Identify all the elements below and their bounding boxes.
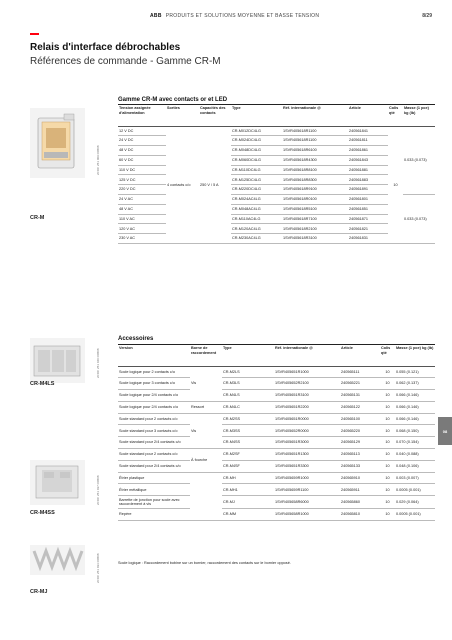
- ref-cell: 1SVR405618R8300: [282, 175, 348, 185]
- ref-cell: 1SVR405618R9100: [282, 185, 348, 195]
- article-cell: 240565122: [340, 401, 380, 413]
- article-cell: 240561821: [348, 224, 388, 234]
- section2-title: Accessoires: [118, 336, 154, 342]
- ref-cell: 1SVR405651R3000: [274, 437, 340, 449]
- ref-cell: 1SVR405618R5100: [282, 204, 348, 214]
- voltage-cell: 48 V AC: [118, 204, 166, 214]
- relay-icon: [30, 108, 85, 178]
- type-cell: CR-M3SS: [222, 425, 274, 437]
- ref-cell: 1SVR405659R1000: [274, 472, 340, 484]
- type-cell: CR-M3LS: [222, 378, 274, 390]
- col-outputs: Sorties: [166, 105, 199, 126]
- version-cell: Socle logique pour 2/4 contacts c/o: [118, 390, 190, 402]
- type-cell: CR-M4SF: [222, 460, 274, 472]
- standard-socket-image: [30, 460, 85, 505]
- page-number: 8/29: [422, 13, 432, 19]
- mass-cell: 0.066 (0.146): [395, 390, 435, 402]
- type-cell: CR-M012DC4LG: [231, 126, 282, 136]
- col-ref: Réf. internationale @: [274, 345, 340, 366]
- qty-cell: 10: [380, 484, 395, 496]
- terminal-cell: Vis: [190, 366, 222, 401]
- article-cell: 240561831: [348, 234, 388, 244]
- qty-cell: 10: [380, 425, 395, 437]
- article-cell: 240565129: [340, 437, 380, 449]
- table-row: [118, 185, 435, 195]
- article-cell: 240561841: [348, 126, 388, 136]
- page-title: Relais d'interface débrochables: [30, 42, 181, 53]
- version-cell: Barrette de jonction pour socle avec raccordement à vis: [118, 496, 190, 509]
- voltage-cell: 24 V DC: [118, 136, 166, 146]
- article-cell: 240565221: [340, 378, 380, 390]
- mass-cell: 0.048 (0.106): [395, 460, 435, 472]
- brand-name: ABB: [150, 13, 162, 19]
- version-cell: Étrier métallique: [118, 484, 190, 496]
- type-cell: CR-M4LS: [222, 390, 274, 402]
- ref-cell: 1SVR405618R2100: [282, 224, 348, 234]
- mass-cell: 0.0005 (0.001): [395, 484, 435, 496]
- ref-cell: 1SVR405651R3300: [274, 460, 340, 472]
- ref-cell: 1SVR405652R0000: [274, 425, 340, 437]
- product-label-crmj: CR-MJ: [30, 589, 48, 595]
- page-header: [0, 12, 452, 22]
- product-label-crm4ss: CR-M4SS: [30, 510, 55, 516]
- table-row: [118, 224, 435, 234]
- ref-cell: 1SVR405618R6100: [282, 146, 348, 156]
- table-row: [118, 204, 435, 214]
- type-cell: CR-MH1: [222, 484, 274, 496]
- section1-title: Gamme CR-M avec contacts or et LED: [118, 97, 228, 103]
- mass-cell: 0.0005 (0.001): [395, 509, 435, 521]
- type-cell: CR-M4SS: [222, 437, 274, 449]
- col-type: Type: [222, 345, 274, 366]
- chapter-tab: 08: [438, 417, 452, 445]
- table-row: [118, 509, 435, 521]
- qty-cell: 10: [380, 413, 395, 425]
- type-cell: CR-M024DC4LG: [231, 136, 282, 146]
- article-cell: 240565910: [340, 472, 380, 484]
- table-row: [118, 390, 435, 402]
- table-row: [118, 472, 435, 484]
- product-label-crm4ls: CR-M4LS: [30, 381, 55, 387]
- ref-cell: 1SVR405652R2100: [274, 378, 340, 390]
- terminal-cell: Vis: [190, 413, 222, 448]
- ref-cell: 1SVR405651R1000: [274, 366, 340, 378]
- qty-cell: 10: [380, 449, 395, 461]
- type-cell: CR-M125DC4LG: [231, 175, 282, 185]
- qty-cell: 10: [380, 390, 395, 402]
- table-row: [118, 195, 435, 205]
- type-cell: CR-M120AC4LG: [231, 224, 282, 234]
- table-row: [118, 413, 435, 425]
- type-cell: CR-M024AC4LG: [231, 195, 282, 205]
- version-cell: Socle standard pour 2/4 contacts c/o: [118, 437, 190, 449]
- voltage-cell: 12 V DC: [118, 126, 166, 136]
- col-article: Article: [340, 345, 380, 366]
- jumper-icon: [30, 545, 85, 575]
- voltage-cell: 48 V DC: [118, 146, 166, 156]
- table-row: [118, 378, 435, 390]
- capacity-cell: 250 V / 5 A: [199, 126, 231, 244]
- ref-cell: 1SVR405651R2200: [274, 401, 340, 413]
- terminal-cell: À fourche: [190, 449, 222, 473]
- footnote: Socle logique : Raccordement bobine sur un bornier, raccordement des contacts sur le bornier opposé.: [118, 561, 291, 565]
- article-cell: 240561881: [348, 165, 388, 175]
- col-qty: Colis qté: [380, 345, 395, 366]
- type-cell: CR-MM: [222, 509, 274, 521]
- mass-cell: 0.003 (0.007): [395, 472, 435, 484]
- version-cell: Socle standard pour 2 contacts c/o: [118, 413, 190, 425]
- version-cell: Socle standard pour 2 contacts c/o: [118, 449, 190, 461]
- product-label-crm: CR-M: [30, 215, 45, 221]
- table-row: [118, 126, 435, 136]
- type-cell: CR-M110DC4LG: [231, 165, 282, 175]
- qty-cell: 10: [380, 460, 395, 472]
- standard-socket-icon: [30, 460, 85, 505]
- table-row: [118, 460, 435, 472]
- table-row: [118, 484, 435, 496]
- version-cell: Socle logique pour 3 contacts c/o: [118, 378, 190, 390]
- mass-cell: 0.033 (0.073): [403, 126, 435, 195]
- col-ref: Réf. internationale @: [282, 105, 348, 126]
- voltage-cell: 60 V DC: [118, 155, 166, 165]
- article-cell: 240561861: [348, 146, 388, 156]
- type-cell: CR-M2SF: [222, 449, 274, 461]
- col-mass: Masse (1 pce) kg (lb): [395, 345, 435, 366]
- ref-cell: 1SVR405659R1100: [274, 484, 340, 496]
- article-cell: 240561891: [348, 185, 388, 195]
- mass-cell: 0.070 (0.154): [395, 437, 435, 449]
- mass-cell: 0.033 (0.073): [403, 195, 435, 244]
- table-row: [118, 165, 435, 175]
- type-cell: CR-M2LS: [222, 366, 274, 378]
- accessories-table-header: [118, 345, 435, 366]
- mass-cell: 0.055 (0.121): [395, 366, 435, 378]
- col-mass: Masse (1 pce) kg (lb): [403, 105, 435, 126]
- article-cell: 240561871: [348, 214, 388, 224]
- ref-cell: 1SVR405618R4300: [282, 155, 348, 165]
- table-row: [118, 155, 435, 165]
- col-version: Version: [118, 345, 190, 366]
- page-subtitle: Références de commande - Gamme CR-M: [30, 56, 221, 67]
- article-cell: 240565133: [340, 460, 380, 472]
- voltage-cell: 120 V AC: [118, 224, 166, 234]
- ref-cell: 1SVR405651R3100: [274, 390, 340, 402]
- image-code-1: 2CDC 251 009 F0B08: [96, 145, 100, 175]
- jumper-image: [30, 545, 85, 575]
- outputs-cell: 4 contacts c/o: [166, 126, 199, 244]
- table-row: [118, 425, 435, 437]
- col-terminal: Borne de raccordement: [190, 345, 222, 366]
- terminal-cell: [190, 472, 222, 520]
- image-code-3: 2CDC 251 037 F0B08: [96, 475, 100, 505]
- col-article: Article: [348, 105, 388, 126]
- ref-cell: 1SVR405658R6000: [274, 496, 340, 509]
- mass-cell: 0.062 (0.137): [395, 378, 435, 390]
- type-cell: CR-M220DC4LG: [231, 185, 282, 195]
- article-cell: 240561843: [348, 155, 388, 165]
- qty-cell: 10: [380, 378, 395, 390]
- table-row: [118, 214, 435, 224]
- accent-bar: [30, 33, 39, 35]
- version-cell: Étrier plastique: [118, 472, 190, 484]
- qty-cell: 10: [380, 496, 395, 509]
- col-type: Type: [231, 105, 282, 126]
- type-cell: CR-M060DC4LG: [231, 155, 282, 165]
- socket-image: [30, 338, 85, 383]
- terminal-cell: Ressort: [190, 401, 222, 413]
- qty-cell: 10: [380, 472, 395, 484]
- qty-cell: 10: [380, 437, 395, 449]
- article-cell: 240565220: [340, 425, 380, 437]
- article-cell: 240565113: [340, 449, 380, 461]
- voltage-cell: 125 V DC: [118, 175, 166, 185]
- voltage-cell: 110 V AC: [118, 214, 166, 224]
- mass-cell: 0.068 (0.150): [395, 425, 435, 437]
- ref-cell: 1SVR405651R0000: [274, 413, 340, 425]
- col-voltage: Tension assignée d'alimentation: [118, 105, 166, 126]
- col-capacity: Capacités des contacts: [199, 105, 231, 126]
- ref-cell: 1SVR405618R8100: [282, 165, 348, 175]
- article-cell: 240561883: [348, 175, 388, 185]
- table-row: [118, 366, 435, 378]
- table-row: [118, 234, 435, 244]
- type-cell: CR-M110AC4LG: [231, 214, 282, 224]
- article-cell: 240561811: [348, 136, 388, 146]
- mass-cell: 0.040 (0.088): [395, 449, 435, 461]
- version-cell: Socle standard pour 2/4 contacts c/o: [118, 460, 190, 472]
- version-cell: Repère: [118, 509, 190, 521]
- qty-cell: 10: [380, 401, 395, 413]
- type-cell: CR-M2SS: [222, 413, 274, 425]
- ref-cell: 1SVR405618R7100: [282, 214, 348, 224]
- mass-cell: 0.066 (0.146): [395, 401, 435, 413]
- ref-cell: 1SVR405618R0100: [282, 195, 348, 205]
- version-cell: Socle standard pour 3 contacts c/o: [118, 425, 190, 437]
- voltage-cell: 110 V DC: [118, 165, 166, 175]
- mass-cell: 0.029 (0.064): [395, 496, 435, 509]
- table-row: [118, 496, 435, 509]
- relay-image: [30, 108, 85, 178]
- image-code-2: 2CDC 251 040 F0B08: [96, 348, 100, 378]
- socket-icon: [30, 338, 85, 383]
- version-cell: Socle logique pour 2/4 contacts c/o: [118, 401, 190, 413]
- table-row: [118, 449, 435, 461]
- article-cell: 240565100: [340, 413, 380, 425]
- article-cell: 240561801: [348, 195, 388, 205]
- type-cell: CR-M048AC4LG: [231, 204, 282, 214]
- voltage-cell: 24 V AC: [118, 195, 166, 205]
- table-row: [118, 136, 435, 146]
- version-cell: Socle logique pour 2 contacts c/o: [118, 366, 190, 378]
- relay-table-header: [118, 105, 435, 126]
- voltage-cell: 230 V AC: [118, 234, 166, 244]
- article-cell: 240565911: [340, 484, 380, 496]
- qty-cell: 10: [380, 509, 395, 521]
- relay-table: [118, 105, 435, 244]
- type-cell: CR-M4LC: [222, 401, 274, 413]
- table-row: [118, 146, 435, 156]
- ref-cell: 1SVR405618R1100: [282, 136, 348, 146]
- mass-cell: 0.066 (0.146): [395, 413, 435, 425]
- qty-cell: 10: [388, 126, 403, 244]
- article-cell: 240565111: [340, 366, 380, 378]
- article-cell: 240565131: [340, 390, 380, 402]
- col-qty: Colis qté: [388, 105, 403, 126]
- article-cell: 240561851: [348, 204, 388, 214]
- ref-cell: 1SVR405618R3100: [282, 234, 348, 244]
- voltage-cell: 220 V DC: [118, 185, 166, 195]
- article-cell: 240565810: [340, 509, 380, 521]
- type-cell: CR-MH: [222, 472, 274, 484]
- article-cell: 240565860: [340, 496, 380, 509]
- qty-cell: 10: [380, 366, 395, 378]
- image-code-4: 2CDC 251 033 F0B08: [96, 553, 100, 583]
- type-cell: CR-M230AC4LG: [231, 234, 282, 244]
- accessories-table: [118, 345, 435, 521]
- ref-cell: 1SVR405651R1300: [274, 449, 340, 461]
- ref-cell: 1SVR405658R1000: [274, 509, 340, 521]
- ref-cell: 1SVR405618R1100: [282, 126, 348, 136]
- type-cell: CR-M048DC4LG: [231, 146, 282, 156]
- header-title: ABB PRODUITS ET SOLUTIONS MOYENNE ET BASSE TENSION: [150, 13, 320, 19]
- table-row: [118, 437, 435, 449]
- type-cell: CR-MJ: [222, 496, 274, 509]
- table-row: [118, 401, 435, 413]
- table-row: [118, 175, 435, 185]
